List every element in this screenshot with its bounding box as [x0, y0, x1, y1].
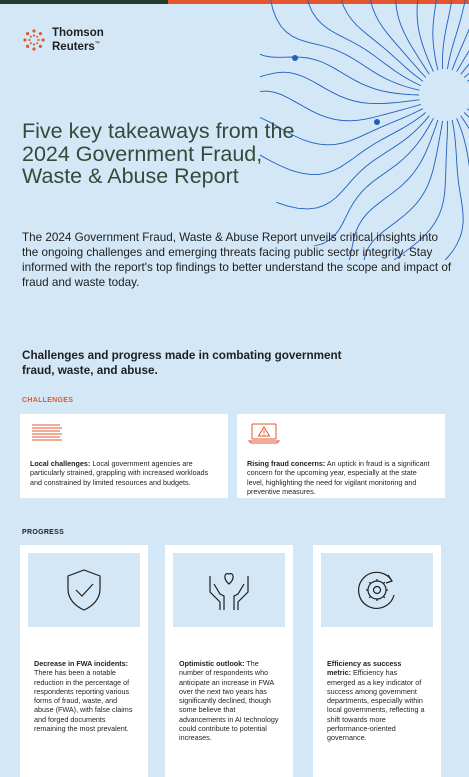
- trademark: ™: [94, 41, 100, 47]
- icon-panel: [321, 553, 433, 627]
- decorative-ray: [260, 91, 421, 121]
- progress-body: There has been a notable reduction in the percentage of respondents reporting various forms of fraud, waste, and abuse (FWA), with false claims and forged documents remaining the most prevalent.: [34, 668, 133, 734]
- decorative-ray: [447, 0, 469, 69]
- hands-heart-icon: [206, 568, 252, 612]
- decorative-ray: [338, 0, 423, 81]
- stacked-documents-icon: [30, 422, 64, 444]
- progress-text: [321, 659, 433, 743]
- page-title: Five key takeaways from the 2024 Government Fraud, Waste & Abuse Report: [22, 119, 295, 188]
- thomson-reuters-logo: [22, 28, 104, 53]
- challenge-title: Local challenges:: [30, 459, 91, 468]
- progress-card-fwa: [20, 545, 148, 777]
- progress-card-outlook: [165, 545, 293, 777]
- progress-title: Decrease in FWA incidents:: [34, 659, 128, 668]
- logo-wordmark: [52, 28, 104, 53]
- decorative-dot: [374, 119, 380, 125]
- icon-panel: [173, 553, 285, 627]
- decorative-dot: [292, 55, 298, 61]
- progress-body: Efficiency has emerged as a key indicator of success among government departments, especially within local governments, reflecting a shift towards more performance-oriented governance.: [327, 668, 425, 743]
- challenges-label: CHALLENGES: [22, 397, 74, 404]
- intro-paragraph: The 2024 Government Fraud, Waste & Abuse Report unveils critical insights into the ongoing challenges and emerging threats facing public sector integrity. Stay informed with the report's top findings to better understand the scope and impact of fraud and waste today.: [22, 231, 452, 289]
- shield-check-icon: [62, 567, 106, 613]
- decorative-ray: [305, 0, 421, 86]
- progress-card-efficiency: [313, 545, 441, 777]
- challenge-card-local: [20, 414, 228, 498]
- decorative-ray: [399, 0, 433, 72]
- logo-line-2: Reuters: [52, 40, 95, 53]
- section-heading: Challenges and progress made in combating government fraud, waste, and abuse.: [22, 349, 342, 377]
- decorative-ray: [260, 72, 419, 103]
- decorative-ray: [464, 113, 469, 260]
- gear-cycle-icon: [354, 567, 400, 613]
- progress-label: PROGRESS: [22, 529, 65, 536]
- decorative-ray: [360, 0, 426, 78]
- logo-mark-icon: [22, 28, 46, 52]
- challenge-body: An uptick in fraud is a significant concern for the upcoming year, especially at the state level, highlighting the need for vigilant monitoring and preventive measures.: [247, 459, 430, 496]
- decorative-ray: [457, 118, 469, 260]
- laptop-warning-icon: [247, 422, 281, 444]
- progress-body: The number of respondents who anticipate an increase in FWA over the next two years has significantly declined, though some believe that advancements in AI technology could contribute to potential increases.: [179, 659, 279, 743]
- progress-text: [173, 659, 285, 743]
- challenge-text: [30, 459, 218, 487]
- logo-line-1: Thomson: [52, 27, 104, 39]
- challenge-card-fraud: [237, 414, 445, 498]
- decorative-ray: [452, 0, 469, 70]
- challenge-body: Local government agencies are particularly strained, grappling with increased workloads and constrained by limited resources and budgets.: [30, 459, 209, 487]
- decorative-ray: [461, 116, 469, 260]
- challenge-text: [247, 459, 435, 496]
- icon-panel: [28, 553, 140, 627]
- challenge-title: Rising fraud concerns:: [247, 459, 326, 468]
- decorative-ray: [314, 118, 434, 246]
- progress-title: Optimistic outlook:: [179, 659, 245, 668]
- progress-text: [28, 659, 140, 733]
- progress-title: Efficiency as success metric:: [327, 659, 402, 678]
